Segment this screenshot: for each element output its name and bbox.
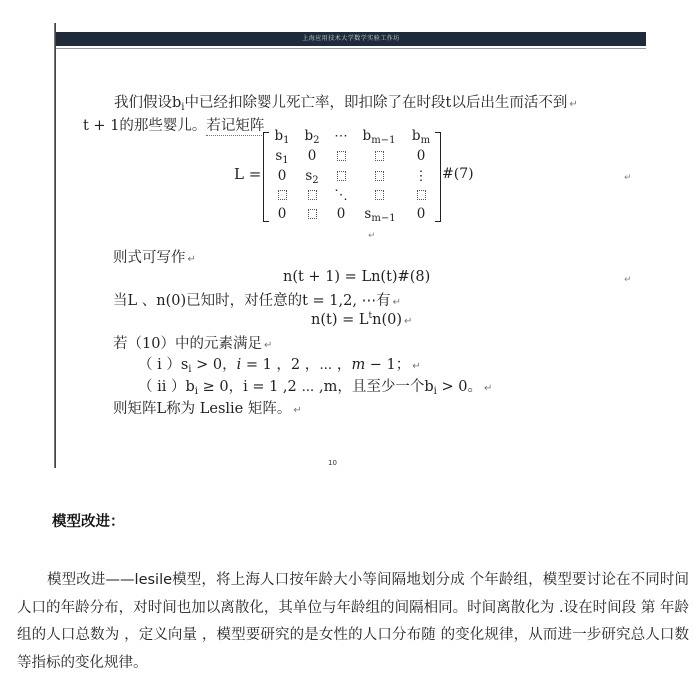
cell-text: ⋯ xyxy=(334,128,348,144)
subscript: m−1 xyxy=(371,135,396,146)
cell-text: 0 xyxy=(277,168,287,184)
matrix-cell xyxy=(404,206,438,222)
doc-line-2 xyxy=(83,114,264,135)
cell-text: s xyxy=(275,148,283,164)
matrix-cell xyxy=(324,206,358,222)
cell-text: 0 xyxy=(336,206,346,222)
section-title: 模型改进： xyxy=(52,514,125,530)
equation-text: n(0) xyxy=(372,312,402,328)
leslie-matrix xyxy=(263,128,441,224)
cell-text: b xyxy=(274,128,284,144)
matrix-cell xyxy=(265,128,299,146)
doc-line-3 xyxy=(113,246,196,267)
cell-text: b xyxy=(411,128,421,144)
paragraph-mark-icon: ↵ xyxy=(624,275,632,285)
text-segment: （ i ）s xyxy=(138,357,189,373)
cell-text: 0 xyxy=(416,148,426,164)
subscript: 2 xyxy=(312,175,319,186)
paragraph-mark-icon: ↵ xyxy=(392,297,401,308)
italic-var: m xyxy=(351,357,366,373)
matrix-cell xyxy=(324,128,358,144)
placeholder-box-icon xyxy=(265,187,299,203)
paragraph-mark-icon: ↵ xyxy=(624,173,632,183)
body-paragraph: 模型改进——lesile模型，将上海人口按年龄大小等间隔地划分成 个年龄组，模型要讨论在不同时间人口的年龄分布，对时间也加以离散化，其单位与年龄组的间隔相同。时间离散化为 .设在时间段 第 年龄组的人口总数为 ，定义向量 ，模型要研究的是女性的人口分布随 的变化规律，从而进一步研究总人口数等指标的变化规律。 xyxy=(17,572,689,671)
placeholder-box-icon xyxy=(362,168,396,184)
subscript: i xyxy=(433,386,437,397)
matrix-cell xyxy=(404,168,438,184)
cell-text: b xyxy=(304,128,314,144)
cell-text: 0 xyxy=(307,148,317,164)
paragraph-mark-icon: ↵ xyxy=(368,231,376,241)
paragraph-mark-icon: ↵ xyxy=(404,316,413,327)
text-segment: t + 1的那些婴儿。 xyxy=(83,118,207,134)
text-segment: − 1； xyxy=(365,357,411,373)
text-segment: （ ii ）b xyxy=(138,379,195,395)
subscript: m−1 xyxy=(371,213,396,224)
paragraph-mark-icon: ↵ xyxy=(187,254,196,265)
embedded-document-page xyxy=(55,23,645,468)
superscript: t xyxy=(368,311,373,321)
condition-2 xyxy=(138,375,492,397)
text-segment: 若（10）中的元素满足 xyxy=(113,336,262,352)
text-segment: > 0， xyxy=(191,357,237,373)
doc-line-6 xyxy=(113,397,302,418)
matrix-cell xyxy=(404,148,438,164)
document-header-bar: 上海应用技术大学数学实验工作坊 xyxy=(56,32,646,46)
matrix-cell xyxy=(404,128,438,146)
matrix-cell xyxy=(324,187,358,203)
header-divider xyxy=(56,48,646,49)
cell-text: s xyxy=(305,168,313,184)
diagonal-dots: ⋱ xyxy=(334,187,348,203)
placeholder-box-icon xyxy=(404,187,438,203)
text-segment: > 0。 xyxy=(436,379,482,395)
grammar-underlined-text: 若记矩阵 xyxy=(206,118,265,134)
equation-text: n(t + 1) = Ln(t)#(8) xyxy=(283,269,431,285)
equation-number-7: #(7) xyxy=(442,166,474,182)
text-segment: 中已经扣除婴儿死亡率，即扣除了在时段t以后出生而活不到 xyxy=(184,95,568,111)
subscript: 1 xyxy=(283,135,290,146)
subscript: i xyxy=(194,386,198,397)
text-segment: 则式可写作 xyxy=(113,250,186,266)
placeholder-box-icon xyxy=(362,148,396,164)
equation-9 xyxy=(311,311,412,328)
text-segment: = 1 ，2 ，⋯ ， xyxy=(241,357,352,373)
matrix-cell xyxy=(265,148,299,166)
matrix-label: L = xyxy=(234,165,262,183)
matrix-cell xyxy=(265,168,299,184)
subscript: 2 xyxy=(313,135,320,146)
page-number: 10 xyxy=(328,459,337,467)
text-segment: ≥ 0，i = 1 ,2 ⋯ ,m，且至少一个b xyxy=(197,379,434,395)
text-segment: 当L 、n(0)已知时，对任意的t = 1,2, ⋯有 xyxy=(113,293,391,309)
paragraph-mark-icon: ↵ xyxy=(412,361,421,372)
equation-8 xyxy=(283,269,430,285)
doc-line-4 xyxy=(113,289,401,310)
equation-text: n(t) = L xyxy=(311,312,369,328)
matrix-cell xyxy=(359,206,401,224)
subscript: m xyxy=(420,135,431,146)
paragraph-mark-icon: ↵ xyxy=(293,405,302,416)
text-segment: 我们假设b xyxy=(114,95,182,111)
paragraph-mark-icon: ↵ xyxy=(569,99,578,110)
subscript: i xyxy=(181,102,185,113)
placeholder-box-icon xyxy=(324,148,358,164)
cell-text: 0 xyxy=(416,206,426,222)
paragraph-mark-icon: ↵ xyxy=(263,340,273,351)
subscript: i xyxy=(188,364,192,375)
cell-text: 0 xyxy=(277,206,287,222)
cell-text: b xyxy=(362,128,372,144)
cell-text: s xyxy=(364,206,372,222)
cell-text: ⋮ xyxy=(414,168,428,184)
matrix-cell xyxy=(359,128,399,146)
doc-line-1 xyxy=(114,91,578,113)
doc-line-5 xyxy=(113,332,272,353)
subscript: 1 xyxy=(282,155,289,166)
placeholder-box-icon xyxy=(362,187,396,203)
placeholder-box-icon xyxy=(324,168,358,184)
paragraph-mark-icon: ↵ xyxy=(483,383,493,394)
text-segment: 则矩阵L称为 Leslie 矩阵。 xyxy=(113,401,292,417)
condition-1 xyxy=(138,353,421,375)
matrix-cell xyxy=(265,206,299,222)
italic-var: i xyxy=(236,357,242,373)
